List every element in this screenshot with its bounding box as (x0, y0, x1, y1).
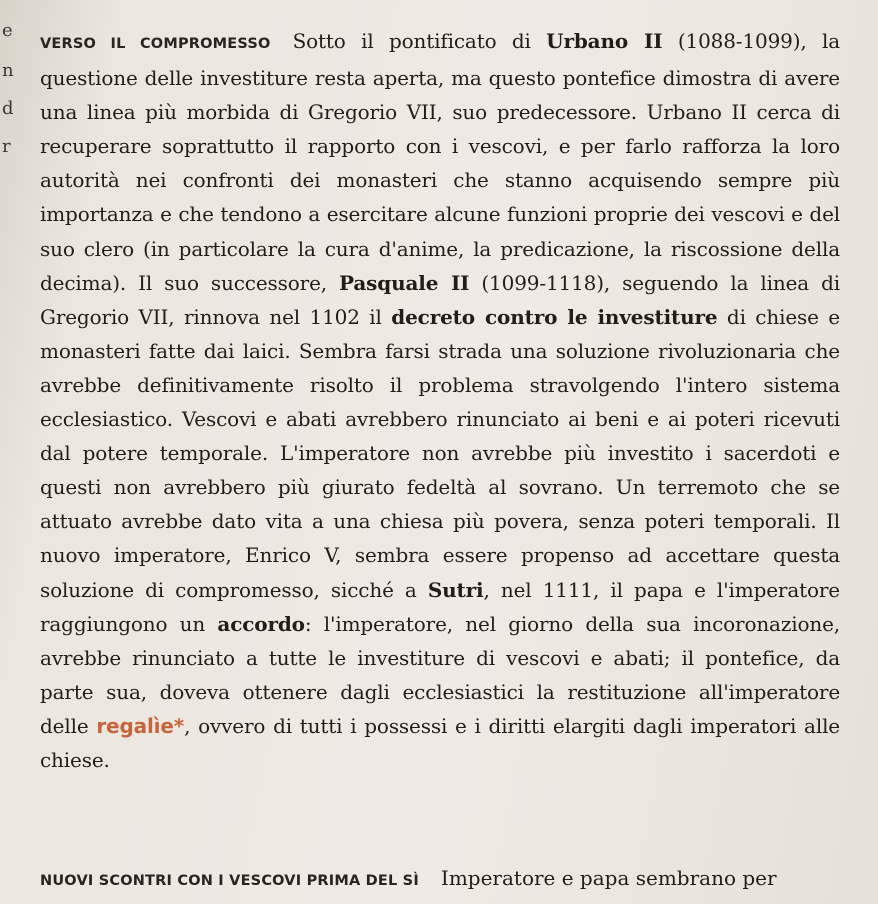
bold-term-pasquale: Pasquale II (339, 270, 470, 295)
section-heading-verso-il-compromesso: VERSO IL COMPROMESSO (40, 36, 271, 52)
margin-fragment: n (2, 60, 14, 81)
section-nuovi-scontri (40, 866, 878, 890)
text-run: Imperatore e papa sembrano per (440, 866, 777, 890)
bold-term-accordo: accordo (217, 611, 305, 636)
text-run: , ovvero di tutti i possessi e i diritti elargiti dagli imperatori alle chiese. (40, 713, 840, 772)
bold-term-decreto: decreto contro le investiture (391, 304, 718, 329)
bold-term-urbano: Urbano II (546, 29, 663, 53)
margin-fragment: r (2, 136, 11, 157)
section-heading-nuovi-scontri: NUOVI SCONTRI CON I VESCOVI PRIMA DEL SÌ (40, 873, 419, 889)
section-verso-il-compromesso (40, 24, 840, 777)
glossary-term-regalie[interactable]: regalìe* (96, 713, 185, 738)
text-run: : l'imperatore, nel giorno della sua incoronazione, avrebbe rinunciato a tutte le investiture di vescovi e abati; il pontefice, da parte sua, doveva ottenere dagli ecclesiastici la restituzione all'imperatore delle (40, 611, 840, 738)
margin-fragment: d (2, 98, 14, 119)
text-run: , nel 1111, il papa e l'imperatore raggiungono un (40, 577, 840, 636)
text-run: (1099-1118), seguendo la linea di Gregorio VII, rinnova nel 1102 il (40, 270, 840, 329)
text-run: Sotto il pontificato di (292, 29, 547, 53)
margin-fragment: e (2, 20, 13, 41)
text-run: di chiese e monasteri fatte dai laici. Sembra farsi strada una soluzione rivoluzionaria che avrebbe definitivamente risolto il problema stravolgendo l'intero sistema ecclesiastico. Vescovi e abati avrebbero rinunciato ai beni e ai poteri ricevuti dal potere temporale. L'imperatore non avrebbe più investito i sacerdoti e questi non avrebbero più giurato fedeltà al sovrano. Un terremoto che se attuato avrebbe dato vita a una chiesa più povera, senza poteri temporali. Il nuovo imperatore, Enrico V, sembra essere propenso ad accettare questa soluzione di compromesso, sicché a (40, 304, 840, 602)
text-run: (1088-1099), la questione delle investiture resta aperta, ma questo pontefice dimostra di avere una linea più morbida di Gregorio VII, suo predecessore. Urbano II cerca di recuperare soprattutto il rapporto con i vescovi, e per farlo rafforza la loro autorità nei confronti dei monasteri che stanno acquisendo sempre più importanza e che tendono a esercitare alcune funzioni proprie dei vescovi e del suo clero (in particolare la cura d'anime, la predicazione, la riscossione della decima). Il suo successore, (40, 29, 840, 295)
page-margin (0, 0, 14, 904)
bold-term-sutri: Sutri (427, 577, 484, 602)
